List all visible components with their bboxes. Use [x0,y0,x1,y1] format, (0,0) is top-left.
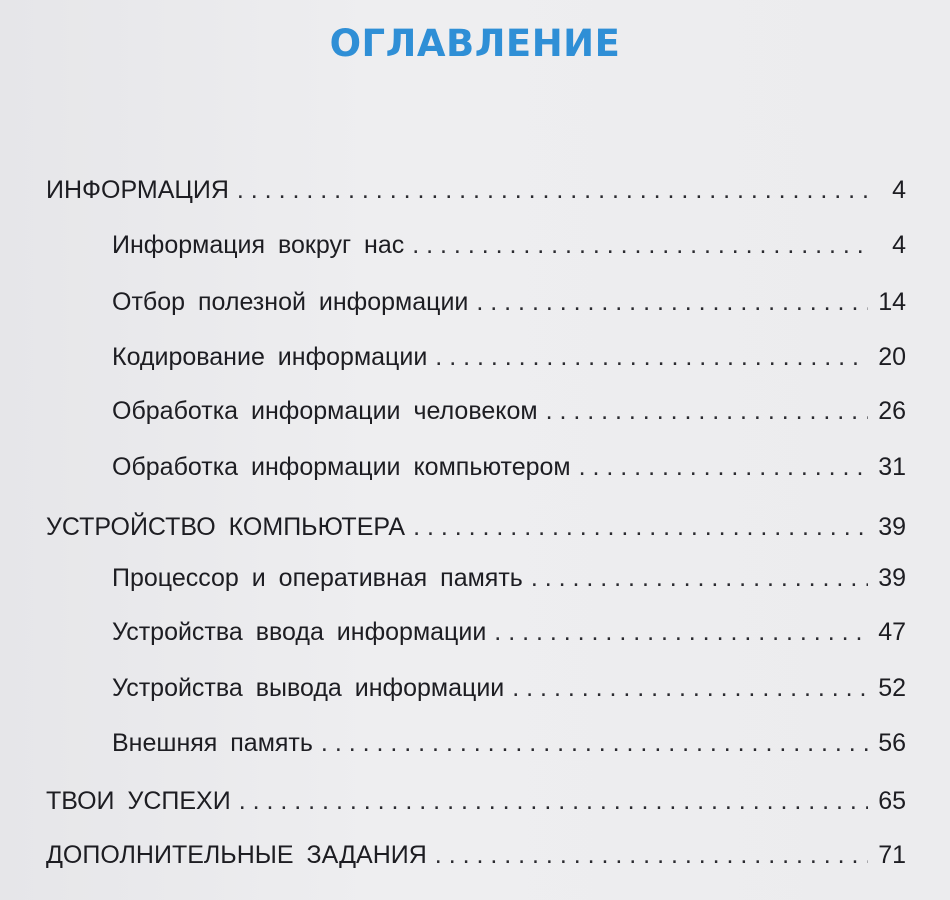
dot-leader [476,287,868,317]
toc-entry-label: Информация вокруг нас [112,231,405,259]
toc-entry-label: Устройства ввода информации [112,618,487,646]
toc-entry-label: Отбор полезной информации [112,288,469,316]
toc-entry-section[interactable] [112,287,906,317]
dot-leader [237,175,868,205]
toc-entry-section[interactable] [112,230,906,260]
toc-page-number: 14 [878,288,906,316]
toc-page-number: 52 [878,674,906,702]
dot-leader [435,840,868,870]
page-title: ОГЛАВЛЕНИЕ [329,22,621,65]
toc-entry-label: ТВОИ УСПЕХИ [46,787,231,815]
toc-entry-label: ИНФОРМАЦИЯ [46,176,229,204]
toc-entry-chapter[interactable] [46,512,906,542]
toc-page-number: 71 [878,841,906,869]
toc-page-number: 39 [878,513,906,541]
toc-entry-label: ДОПОЛНИТЕЛЬНЫЕ ЗАДАНИЯ [46,841,427,869]
toc-entry-label: Кодирование информации [112,343,428,371]
toc-entry-label: УСТРОЙСТВО КОМПЬЮТЕРА [46,513,406,541]
dot-leader [531,563,868,593]
dot-leader [435,342,868,372]
toc-page-number: 39 [878,564,906,592]
toc-page-number: 4 [892,231,906,259]
toc-entry-label: Обработка информации компьютером [112,453,571,481]
dot-leader [512,673,868,703]
dot-leader [413,512,868,542]
toc-entry-section[interactable] [112,342,906,372]
dot-leader [579,452,868,482]
toc-entry-chapter[interactable] [46,840,906,870]
toc-entry-section[interactable] [112,728,906,758]
toc-page-number: 47 [878,618,906,646]
toc-page-number: 31 [878,453,906,481]
toc-page-number: 65 [878,787,906,815]
toc-entry-section[interactable] [112,673,906,703]
toc-entry-label: Процессор и оперативная память [112,564,523,592]
toc-entry-label: Обработка информации человеком [112,397,538,425]
toc-entry-label: Устройства вывода информации [112,674,505,702]
toc-entry-section[interactable] [112,452,906,482]
dot-leader [412,230,868,260]
toc-entry-section[interactable] [112,396,906,426]
toc-entry-chapter[interactable] [46,786,906,816]
toc-page-number: 26 [878,397,906,425]
toc-entry-section[interactable] [112,617,906,647]
toc-page-number: 4 [892,176,906,204]
dot-leader [494,617,868,647]
dot-leader [546,396,868,426]
toc-page-number: 56 [878,729,906,757]
toc-entry-section[interactable] [112,563,906,593]
toc-entry-chapter[interactable] [46,175,906,205]
toc-page-number: 20 [878,343,906,371]
dot-leader [321,728,868,758]
dot-leader [239,786,868,816]
toc-entry-label: Внешняя память [112,729,313,757]
